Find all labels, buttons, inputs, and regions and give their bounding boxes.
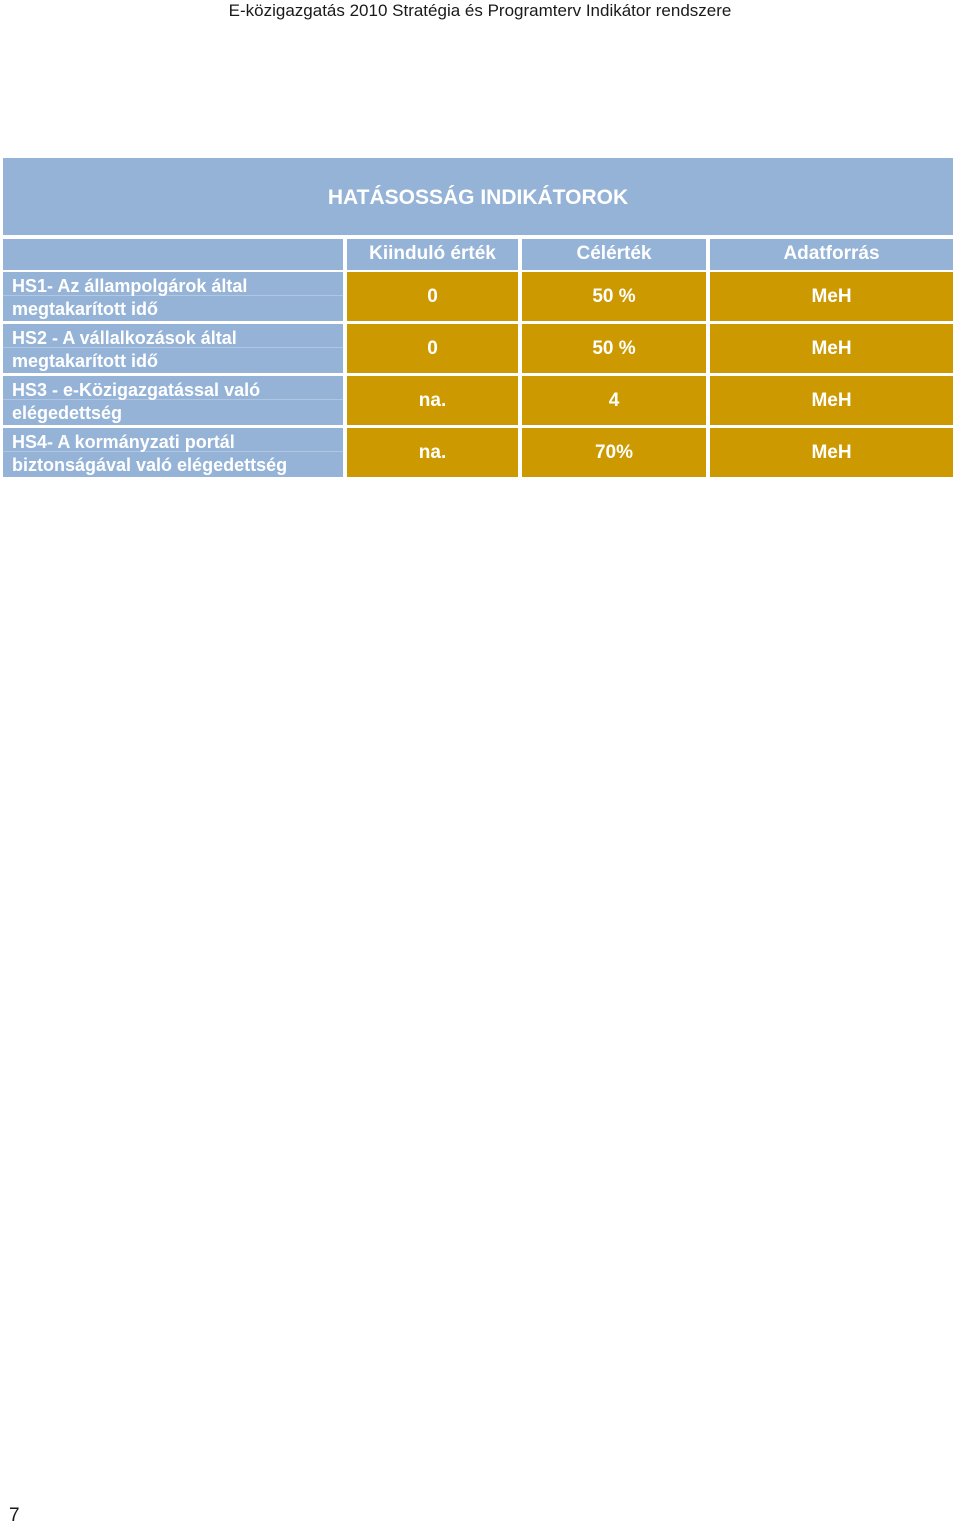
row-label-line1: HS3 - e-Közigazgatással való <box>12 380 261 400</box>
row-label-line1: HS2 - A vállalkozások által <box>12 328 237 348</box>
source-value: MeH <box>710 428 953 477</box>
column-header-baseline: Kiinduló érték <box>347 239 518 270</box>
column-header-target: Célérték <box>522 239 706 270</box>
table-title: HATÁSOSSÁG INDIKÁTOROK <box>327 186 629 209</box>
row-label-line2: elégedettség <box>12 403 123 423</box>
target-value: 70% <box>522 428 706 477</box>
column-header-empty <box>3 239 343 270</box>
table-title-band <box>3 158 953 235</box>
row-label-line1: HS4- A kormányzati portál <box>12 432 235 452</box>
running-header: E-közigazgatás 2010 Stratégia és Programterv Indikátor rendszere <box>228 1 732 20</box>
row-label <box>3 428 343 477</box>
baseline-value: na. <box>347 428 518 477</box>
row-label-line2: biztonságával való elégedettség <box>12 455 288 475</box>
baseline-value: 0 <box>347 324 518 373</box>
row-label-line2: megtakarított idő <box>12 351 159 371</box>
source-value: MeH <box>710 376 953 425</box>
row-label <box>3 272 343 321</box>
column-header-source: Adatforrás <box>710 239 953 270</box>
baseline-value: 0 <box>347 272 518 321</box>
target-value: 50 % <box>522 272 706 321</box>
row-label <box>3 376 343 425</box>
row-label-line1: HS1- Az állampolgárok által <box>12 276 248 296</box>
row-label <box>3 324 343 373</box>
page-number: 7 <box>9 1505 20 1526</box>
target-value: 4 <box>522 376 706 425</box>
target-value: 50 % <box>522 324 706 373</box>
source-value: MeH <box>710 324 953 373</box>
source-value: MeH <box>710 272 953 321</box>
row-label-line2: megtakarított idő <box>12 299 159 319</box>
baseline-value: na. <box>347 376 518 425</box>
